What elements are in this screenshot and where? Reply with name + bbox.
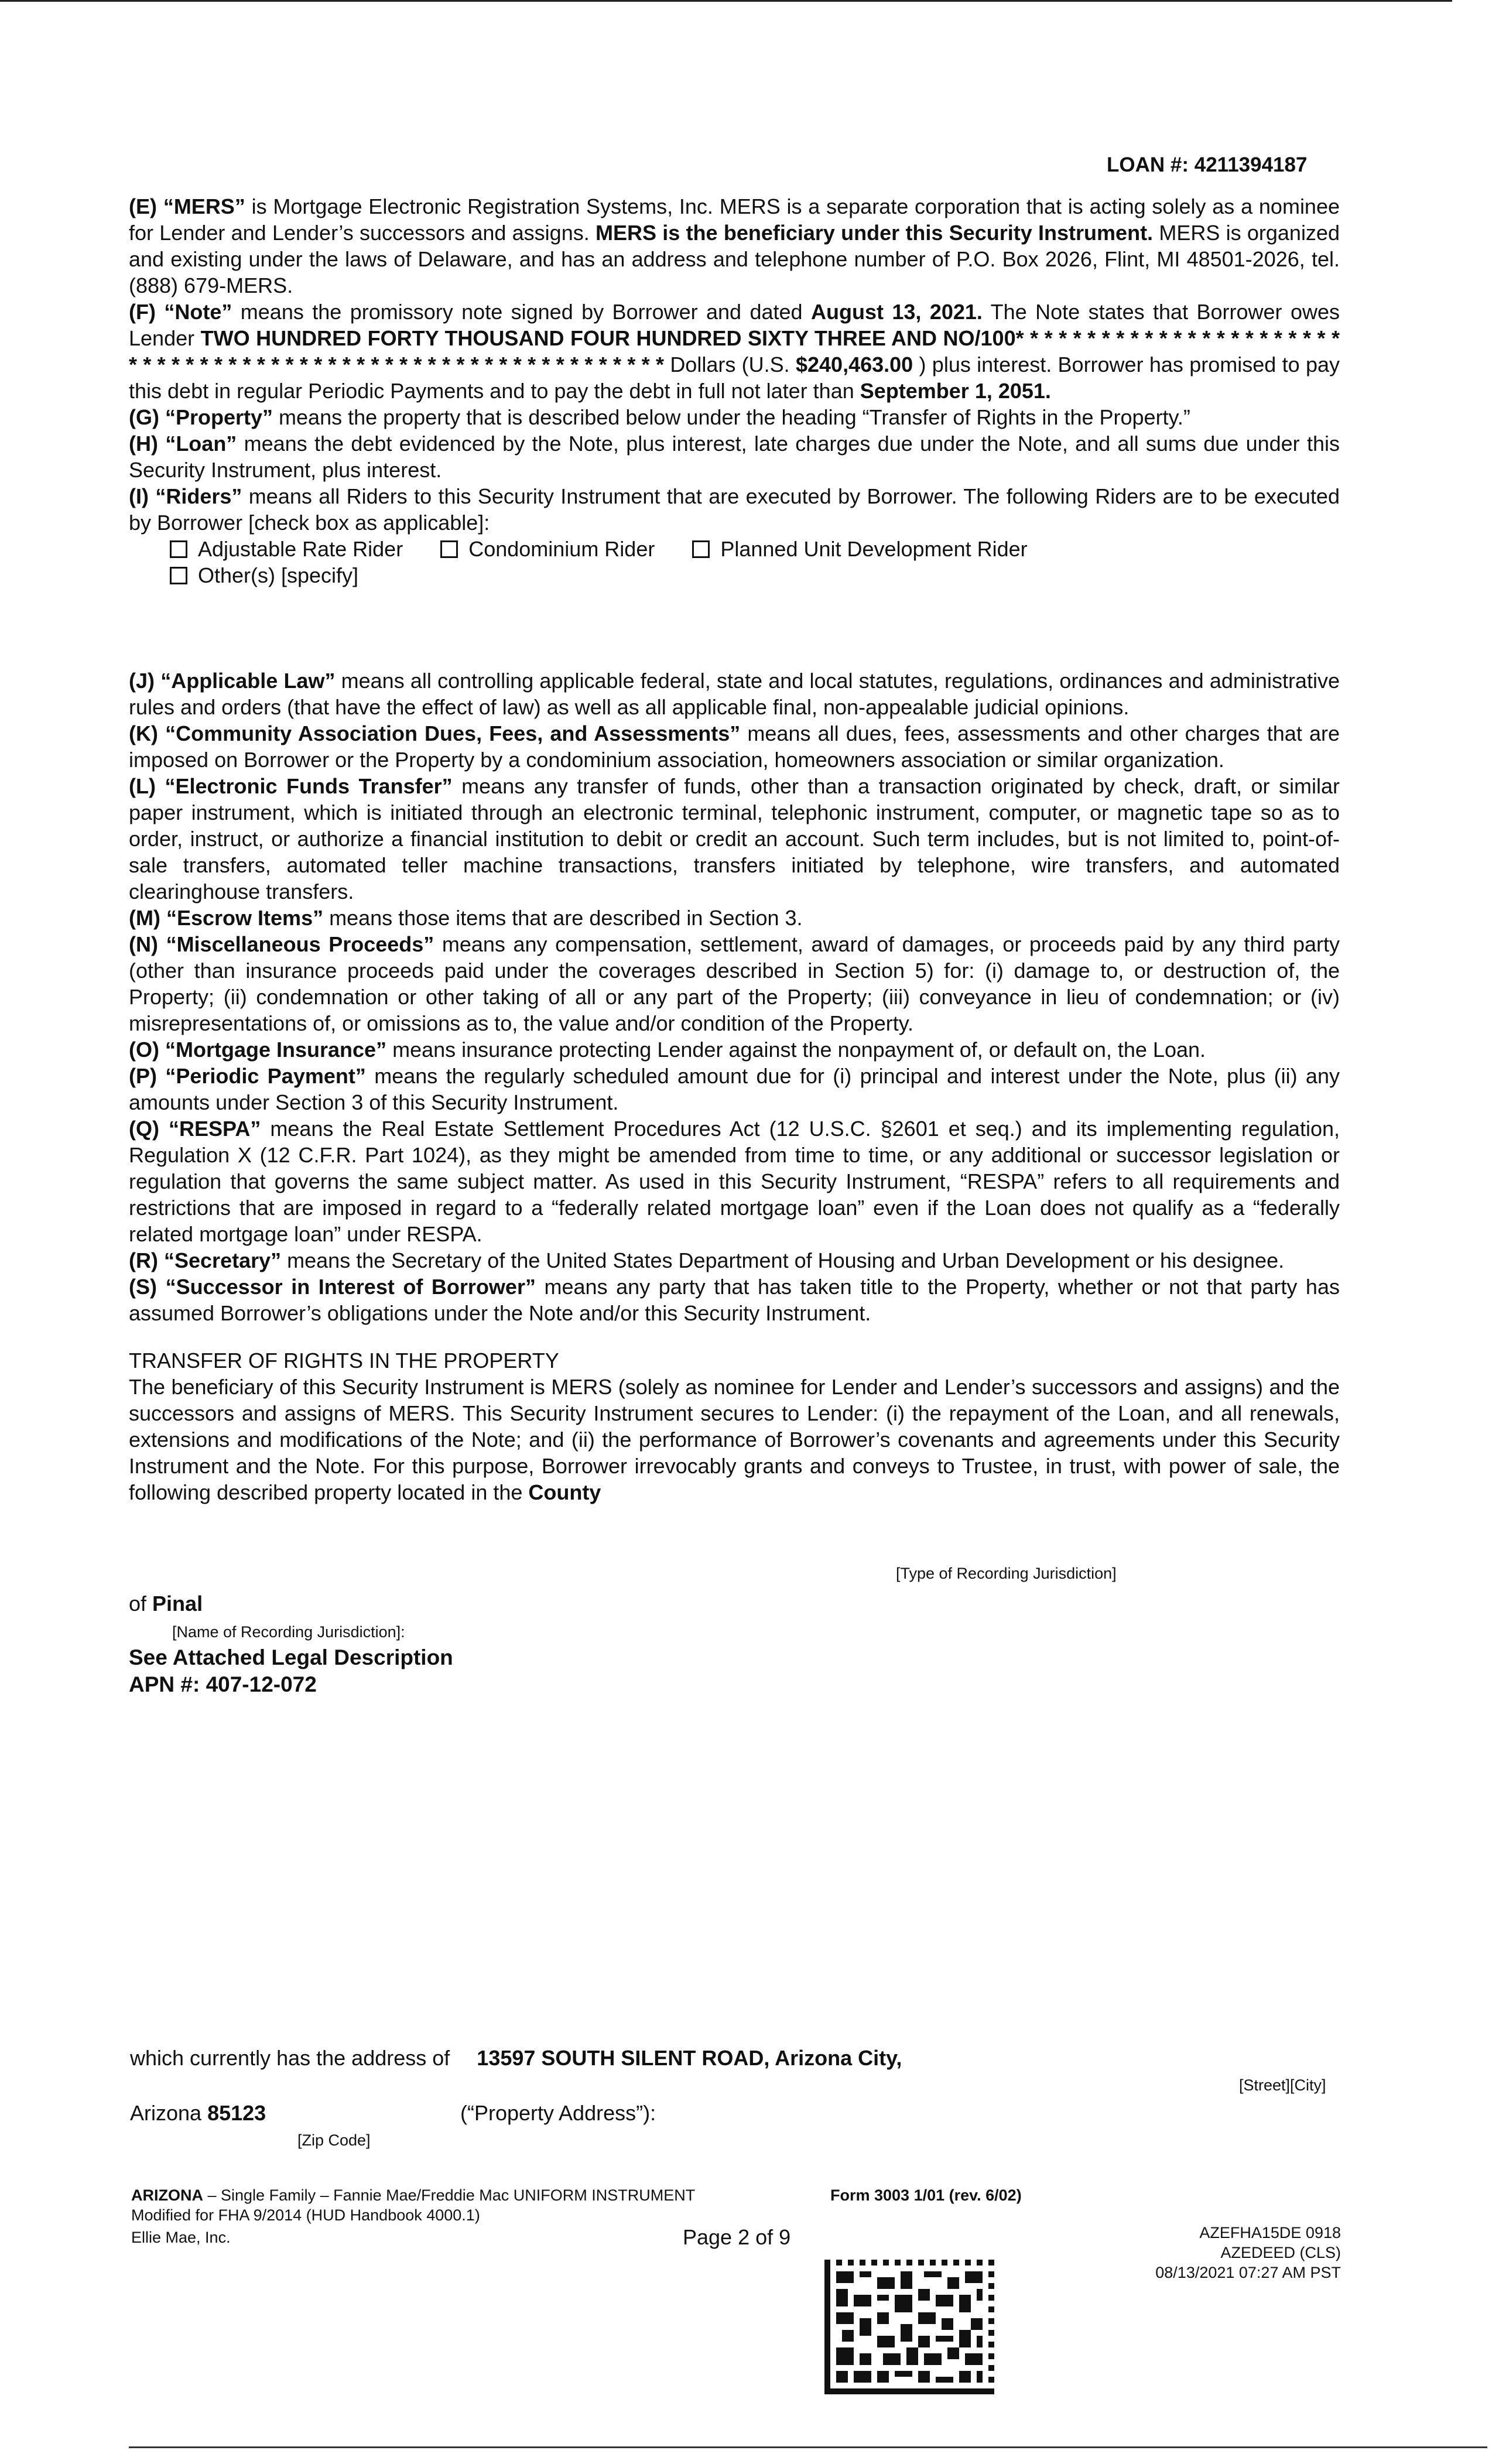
riders-checkbox-row [170, 536, 1340, 562]
jurisdiction-type-label: [Type of Recording Jurisdiction] [896, 1565, 1117, 1582]
transfer-text: The beneficiary of this Security Instrument is MERS (solely as nominee for Lender and Lender’s successors and assigns) and the successors and assigns of MERS. This Security Instrument secures to Lender: (i) the repayment of the Loan, and all renewals, extensions and modifications of the Note; and (ii) the performance of Borrower’s covenants and agreements under this Security Instrument and the Note. For this purpose, Borrower irrevocably grants and conveys to Trustee, in trust, with power of sale, the following described property located in the County [129, 1375, 1340, 1504]
zip-code-label: [Zip Code] [297, 2131, 371, 2149]
form-modified: Modified for FHA 9/2014 (HUD Handbook 4000.1) [131, 2206, 480, 2224]
rider-planned-unit[interactable]: Planned Unit Development Rider [692, 536, 1027, 562]
definition-f: (F) “Note” means the promissory note signed by Borrower and dated August 13, 2021. The Note states that Borrower owes Lender TWO HUNDRED FORTY THOUSAND FOUR HUNDRED SIXTY THREE AND NO/100* * * * * * * * * * * * * * * * * * * * * * * * * * * * * * * * * * * * * * * * * * * * * * * * * * * * * * * * * * * * * Dollars (U.S. $240,463.00 ) plus interest. Borrower has promised to pay this debt in regular Periodic Payments and to pay the debt in full not later than September 1, 2051. [129, 300, 1340, 403]
definitions-body [129, 193, 1340, 1505]
checkbox-icon[interactable] [440, 540, 458, 558]
checkbox-icon[interactable] [170, 567, 187, 584]
transfer-heading: TRANSFER OF RIGHTS IN THE PROPERTY [129, 1349, 559, 1373]
definition-r: (R) “Secretary” means the Secretary of the United States Department of Housing and Urban Development or his designee. [129, 1248, 1285, 1272]
definition-j: (J) “Applicable Law” means all controlling applicable federal, state and local statutes, regulations, ordinances and administrative rules and orders (that have the effect of law) as well as all applicable final, non-appealable judicial opinions. [129, 669, 1340, 719]
definition-e: (E) “MERS” is Mortgage Electronic Registration Systems, Inc. MERS is a separate corporation that is acting solely as a nominee for Lender and Lender’s successors and assigns. MERS is the beneficiary under this Security Instrument. MERS is organized and existing under the laws of Delaware, and has an address and telephone number of P.O. Box 2026, Flint, MI 48501-2026, tel. (888) 679-MERS. [129, 194, 1340, 297]
form-vendor: Ellie Mae, Inc. [131, 2229, 231, 2246]
definition-s: (S) “Successor in Interest of Borrower” means any party that has taken title to the Property, whether or not that party has assumed Borrower’s obligations under the Note and/or this Security Instrument. [129, 1275, 1340, 1325]
barcode [824, 2259, 994, 2395]
top-scan-edge [0, 0, 1452, 2]
jurisdiction-name-label: [Name of Recording Jurisdiction]: [172, 1623, 405, 1641]
form-codes: AZEFHA15DE 0918 AZEDEED (CLS) 08/13/2021 07:27 AM PST [1155, 2224, 1341, 2281]
checkbox-icon[interactable] [170, 540, 187, 558]
legal-description: See Attached Legal Description [129, 1645, 453, 1669]
street-city-label: [Street][City] [1239, 2076, 1326, 2094]
definition-g: (G) “Property” means the property that is described below under the heading “Transfer of Rights in the Property.” [129, 405, 1190, 429]
rider-adjustable-rate[interactable]: Adjustable Rate Rider [170, 536, 403, 562]
loan-number: LOAN #: 4211394187 [1107, 153, 1308, 176]
definition-m: (M) “Escrow Items” means those items that are described in Section 3. [129, 906, 803, 930]
riders-checkbox-row-2 [170, 562, 1340, 588]
blank-space [129, 588, 1340, 668]
definition-h: (H) “Loan” means the debt evidenced by the Note, plus interest, late charges due under the Note, and all sums due under this Security Instrument, plus interest. [129, 432, 1340, 482]
state-zip: Arizona 85123 [130, 2101, 266, 2125]
definition-o: (O) “Mortgage Insurance” means insurance protecting Lender against the nonpayment of, or default on, the Loan. [129, 1038, 1206, 1062]
page-number: Page 2 of 9 [683, 2225, 791, 2249]
rider-other[interactable]: Other(s) [specify] [170, 562, 358, 588]
rider-condominium[interactable]: Condominium Rider [440, 536, 655, 562]
definition-l: (L) “Electronic Funds Transfer” means any transfer of funds, other than a transaction originated by check, draft, or similar paper instrument, which is initiated through an electronic terminal, telephonic instrument, computer, or magnetic tape so as to order, instruct, or authorize a financial institution to debit or credit an account. Such term includes, but is not limited to, point-of-sale transfers, automated teller machine transactions, transfers initiated by telephone, wire transfers, and automated clearinghouse transfers. [129, 774, 1340, 904]
definition-i: (I) “Riders” means all Riders to this Security Instrument that are executed by Borrower. The following Riders are to be executed by Borrower [check box as applicable]: [129, 484, 1340, 535]
form-number: Form 3003 1/01 (rev. 6/02) [830, 2186, 1022, 2204]
blank-space [129, 1326, 1340, 1347]
checkbox-icon[interactable] [692, 540, 710, 558]
definition-n: (N) “Miscellaneous Proceeds” means any compensation, settlement, award of damages, or proceeds paid by any third party (other than insurance proceeds paid under the coverages described in Section 5) for: (i) damage to, or destruction of, the Property; (ii) condemnation or other taking of all or any part of the Property; (iii) conveyance in lieu of condemnation; or (iv) misrepresentations of, or omissions as to, the value and/or condition of the Property. [129, 932, 1340, 1035]
bottom-scan-edge [129, 2446, 1487, 2448]
form-title: ARIZONA – Single Family – Fannie Mae/Freddie Mac UNIFORM INSTRUMENT [131, 2186, 696, 2204]
definition-q: (Q) “RESPA” means the Real Estate Settlement Procedures Act (12 U.S.C. §2601 et seq.) and its implementing regulation, Regulation X (12 C.F.R. Part 1024), as they might be amended from time to time, or any additional or successor legislation or regulation that governs the same subject matter. As used in this Security Instrument, “RESPA” refers to all requirements and restrictions that are imposed in regard to a “federally related mortgage loan” even if the Loan does not qualify as a “federally related mortgage loan” under RESPA. [129, 1117, 1340, 1246]
definition-k: (K) “Community Association Dues, Fees, and Assessments” means all dues, fees, assessments and other charges that are imposed on Borrower or the Property by a condominium association, homeowners association or similar organization. [129, 721, 1340, 772]
apn-number: APN #: 407-12-072 [129, 1672, 317, 1696]
property-address-label: (“Property Address”): [460, 2101, 656, 2125]
address-line: which currently has the address of 13597 SOUTH SILENT ROAD, Arizona City, [130, 2046, 902, 2070]
jurisdiction-name: of Pinal [129, 1592, 203, 1616]
definition-p: (P) “Periodic Payment” means the regularly scheduled amount due for (i) principal and interest under the Note, plus (ii) any amounts under Section 3 of this Security Instrument. [129, 1064, 1340, 1114]
